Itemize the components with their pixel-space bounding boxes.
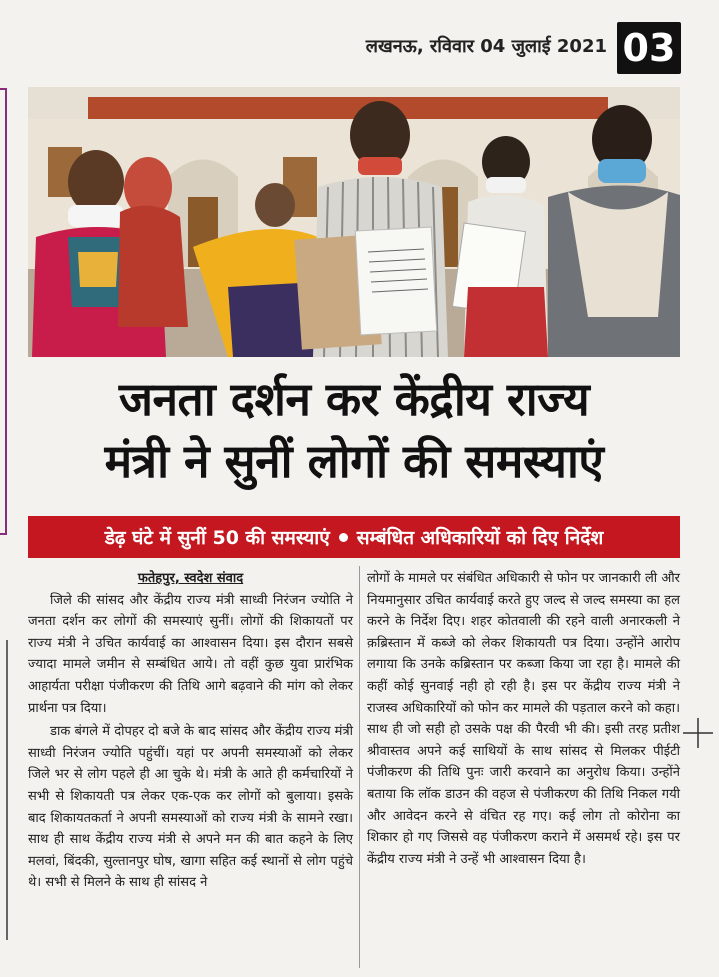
masthead	[0, 0, 719, 82]
byline: फतेहपुर, स्वदेश संवाद	[137, 571, 244, 586]
subheadline-strap	[28, 516, 680, 558]
headline-line-2: मंत्री ने सुनीं लोगों की समस्याएं	[104, 434, 604, 488]
column-divider	[359, 566, 360, 968]
bullet-dot-icon	[339, 533, 348, 542]
adjacent-column-rule	[0, 640, 8, 940]
dateline: लखनऊ, रविवार 04 जुलाई 2021	[365, 36, 607, 57]
headline	[28, 368, 680, 492]
paragraph: जिले की सांसद और केंद्रीय राज्य मंत्री साध्वी निरंजन ज्योति ने जनता दर्शन कर लोगों की समस्याएं सुनीं। लोगों की शिकायतों पर राज्य मंत्री ने उचित कार्यवाई का आश्वासन दिया। इस दौरान सबसे ज्यादा मामले जमीन से सम्बंधित आये। तो वहीं कुछ युवा प्रारंभिक आहार्यता परीक्षा पंजीकरण की तिथि आगे बढ़वाने की मांग को लेकर प्रार्थना पत्र दिया।	[28, 592, 353, 716]
registration-crosshair-icon	[683, 718, 713, 748]
paragraph: डाक बंगले में दोपहर दो बजे के बाद सांसद और केंद्रीय राज्य मंत्री साध्वी निरंजन ज्योति पहुंचीं। यहां पर अपनी समस्याओं को लेकर जिले भर से लोग पहले ही आ चुके थे। मंत्री के आते ही कर्मचारियों ने सभी से शिकायती पत्र लेकर एक-एक कर लोगों को बुलाया। इसके बाद शिकायतकर्ता ने अपनी समस्याओं को राज्य मंत्री के सामने रखा। साथ ही साथ केंद्रीय राज्य मंत्री से अपने मन की बात कहने के लिए मलवां, बिंदकी, सुल्तानपुर घोष, खागा सहित कई स्थानों से लोग पहुंचे थे। सभी से मिलने के साथ ही सांसद ने	[28, 724, 353, 891]
strap-text-2: सम्बंधित अधिकारियों को दिए निर्देश	[356, 527, 604, 549]
paragraph: लोगों के मामले पर संबंधित अधिकारी से फोन पर जानकारी ली और नियमानुसार उचित कार्यवाई करते हुए जल्द से जल्द समस्या का हल करने के निर्देश दिए। शहर कोतवाली की रहने वाली अनारकली ने क़ब्रिस्तान में कब्जे को लेकर शिकायती पत्र दिया। उन्होंने आरोप लगाया कि उनके कब्रिस्तान पर कब्जा किया जा रहा है। मामले की कहीं कोई सुनवाई नही हो रही है। इस पर केंद्रीय राज्य मंत्री ने राजस्व अधिकारियों को फोन कर मामले की पड़ताल करने को कहा। साथ ही जो सही हो उसके पक्ष की पैरवी भी की। इसी तरह प्रतीश श्रीवास्तव अपने कई साथियों के साथ सांसद से मिलकर पीईटी पंजीकरण की तिथि पुनः जारी करवाने का अनुरोध किया। उन्होंने बताया कि लॉक डाउन की वहज से पंजीकरण की तिथि निकल गयी और आवेदन करने से वंचित रह गए। कई लोग तो कोरोना का शिकार हो गए जिससे वह पंजीकरण कराने में असमर्थ रहे। इस पर केंद्रीय राज्य मंत्री ने उन्हें भी आश्वासन दिया है।	[367, 571, 680, 867]
adjacent-article-border	[0, 88, 7, 535]
news-photo	[28, 87, 680, 357]
headline-line-1: जनता दर्शन कर केंद्रीय राज्य	[118, 372, 590, 426]
article-column-1	[28, 568, 353, 894]
strap-text-1: डेढ़ घंटे में सुनीं 50 की समस्याएं	[104, 527, 330, 549]
page-number-badge: 03	[617, 22, 681, 74]
article-column-2	[367, 568, 680, 870]
photo-illustration	[28, 87, 680, 357]
